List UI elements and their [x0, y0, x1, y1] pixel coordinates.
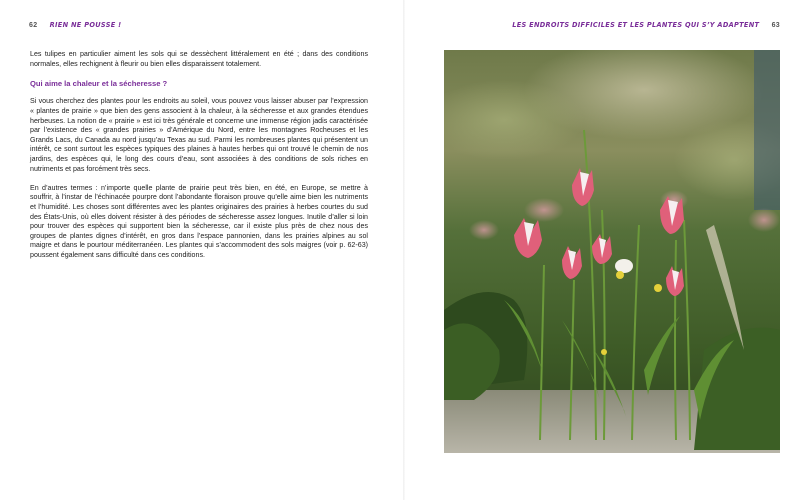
left-page-header — [29, 21, 121, 29]
right-page-header — [512, 21, 780, 29]
tulip-photo — [444, 50, 780, 453]
paragraph-1: Les tulipes en particulier aiment les sols qui se dessèchent littéralement en été ; dans des conditions normales, elles rechignent à fleurir ou bien elles disparaissent totalement. — [30, 50, 368, 68]
paragraph-3: En d’autres termes : n’importe quelle plante de prairie peut très bien, en été, en Europe, se mettre à souffrir, à l’instar de l’échinacée pourpre dont l’abondante floraison prouve qu’elle aime bien les nutriments et l’humidité. Les choses sont différentes avec les plantes originaires des prairies à herbes courtes du sud des États-Unis, où elles doivent résister à des périodes de sécheresse assez longues. Inutile d’aller si loin pour trouver des espèces qui supportent bien la sécheresse, car il existe plus près de chez nous des groupes de plantes dignes d’intérêt, en gros dans l’espace pannonien, dans les prairies alpines au sol maigre et dans le pourtour méditerranéen. Les plantes qui s’accommodent des sols maigres (voir p. 62-63) poussent également sans difficulté dans ces conditions. — [30, 183, 368, 259]
running-head-right: LES ENDROITS DIFFICILES ET LES PLANTES QUI S’Y ADAPTENT — [512, 21, 760, 29]
tulip-photo-illustration — [444, 50, 780, 453]
running-head-left: RIEN NE POUSSE ! — [49, 21, 122, 29]
section-subheading: Qui aime la chaleur et la sécheresse ? — [30, 78, 168, 88]
body-text — [30, 50, 368, 270]
paragraph-2: Si vous cherchez des plantes pour les endroits au soleil, vous pouvez vous laisser abuser par l’expression « plantes de prairie » que bien des gens associent à la chaleur, à la sécheresse et aux grandes étendues herbeuses. La notion de « prairie » est ici très générale et concerne une immense région jadis caractérisée par l’existence des « grandes prairies » d’Amérique du Nord, entre les montagnes Rocheuses et les Grands Lacs, du Canada au nord jusqu’au Texas au sud. Parmi les nombreuses plantes qui présentent un intérêt, ce sont surtout les espèces typiques des plaines à hautes herbes qui ont trouvé le chemin de nos jardins, des espèces qui, le long des cours d’eau, sont associées à des conditions de sols riches en nutriments et pas forcément très secs. — [30, 97, 368, 173]
left-page — [0, 0, 404, 500]
page-number-left: 62 — [29, 22, 38, 29]
page-number-right: 63 — [771, 22, 780, 29]
